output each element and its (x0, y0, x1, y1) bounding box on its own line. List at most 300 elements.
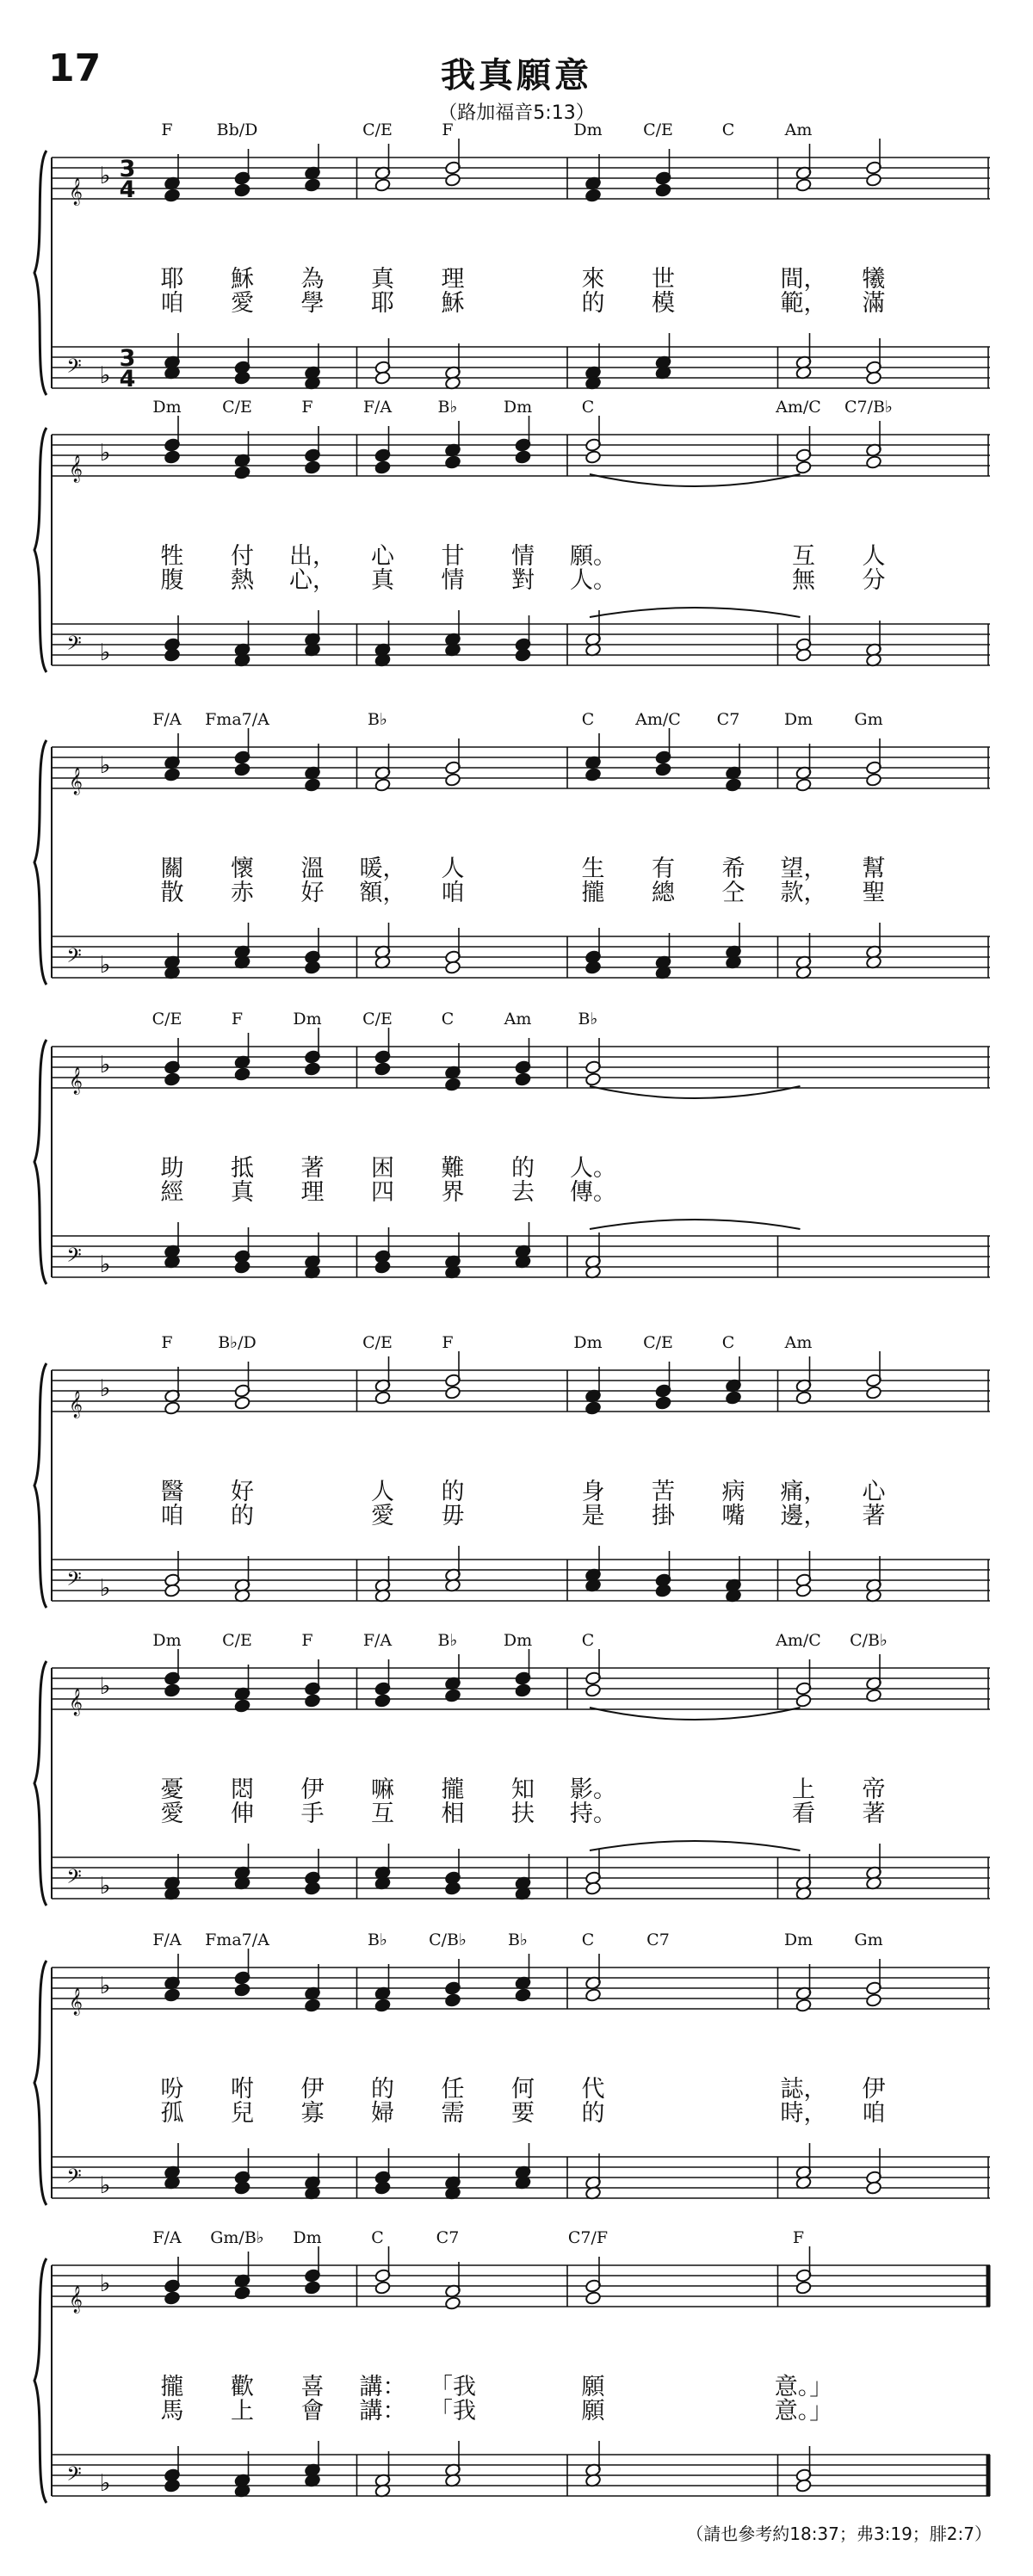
scripture-reference: （路加福音5:13） (438, 102, 595, 124)
lyric-verse-1: 願 (581, 2374, 605, 2400)
treble-note (585, 2291, 601, 2306)
lyric-verse-1: 的 (511, 1155, 535, 1182)
bass-note (234, 2181, 251, 2196)
tie (590, 1220, 801, 1229)
lyric-verse-2: 無 (792, 567, 815, 594)
lyric-verse-1: 痛， (780, 1479, 827, 1505)
lyric-verse-1: 世 (652, 266, 675, 293)
lyric-verse-1: 互 (792, 543, 815, 570)
bass-note (234, 1260, 251, 1275)
lyric-verse-2: 仝 (721, 880, 745, 906)
tie (590, 608, 801, 617)
bass-note (234, 371, 251, 386)
lyric-verse-2: 咱 (160, 290, 184, 317)
lyric-verse-2: 愛 (371, 1503, 394, 1529)
chord-symbol: Dm (783, 1930, 813, 1949)
treble-note (515, 1683, 531, 1698)
lyric-verse-1: 憂 (160, 1776, 184, 1803)
treble-note (515, 450, 531, 465)
lyric-verse-2: 額， (359, 880, 406, 906)
cross-reference-footer: （請也參考約18:37；弗3:19；腓2:7） (686, 2523, 992, 2544)
lyric-verse-1: 困 (371, 1155, 394, 1182)
chord-symbol: Am (784, 1333, 813, 1352)
key-signature-flat: ♭ (99, 1673, 111, 1700)
lyric-verse-1: 溫 (300, 856, 325, 882)
lyric-verse-2: 真 (371, 567, 394, 594)
lyric-verse-1: 影。 (570, 1776, 616, 1803)
treble-clef: 𝄞 (69, 1391, 83, 1418)
lyric-verse-2: 咱 (441, 880, 465, 906)
chord-symbol: B♭ (508, 1930, 528, 1949)
lyric-verse-1: 喜 (300, 2374, 325, 2400)
bass-note (164, 1584, 180, 1598)
treble-note (444, 773, 461, 788)
chord-symbol: Fma7/A (205, 1930, 269, 1949)
chord-symbol: Dm (573, 1333, 603, 1352)
time-signature-top: 3 (119, 345, 136, 372)
lyric-verse-1: 希 (721, 856, 745, 882)
treble-note (164, 1683, 180, 1698)
lyric-verse-2: 經 (160, 1179, 184, 1206)
treble-note (585, 1072, 601, 1087)
lyric-verse-1: 人 (862, 543, 886, 570)
lyric-verse-1: 幫 (862, 856, 886, 882)
chord-symbol: F (792, 2228, 805, 2247)
chord-symbol: C7/F (567, 2228, 609, 2247)
lyric-verse-2: 模 (652, 290, 675, 317)
treble-note (234, 1983, 251, 1998)
chord-symbol: F/A (362, 398, 393, 417)
treble-note (234, 2286, 251, 2301)
lyric-verse-2: 腹 (160, 567, 184, 594)
lyric-verse-2: 邊， (780, 1503, 827, 1529)
lyric-verse-1: 來 (581, 266, 605, 293)
treble-note (444, 1386, 461, 1400)
grand-staff-brace (34, 428, 46, 672)
chord-symbol: C (721, 1333, 735, 1352)
treble-note (444, 173, 461, 188)
lyric-verse-2: 穌 (441, 290, 465, 317)
key-signature-flat: ♭ (99, 2270, 111, 2297)
chord-symbol: Dm (293, 1010, 322, 1029)
treble-note (795, 2281, 812, 2295)
lyric-verse-2: 範， (780, 290, 827, 317)
chord-symbol: F (301, 1631, 313, 1650)
key-signature-flat: ♭ (99, 163, 111, 189)
lyric-verse-1: 有 (652, 856, 675, 882)
tie (590, 1841, 801, 1850)
lyric-verse-1: 生 (581, 856, 605, 882)
lyric-verse-1: 抵 (231, 1155, 254, 1182)
lyric-verse-1: 歡 (231, 2374, 254, 2400)
treble-note (304, 778, 320, 793)
treble-note (164, 1401, 180, 1416)
chord-symbol: Bb/D (216, 120, 258, 139)
bass-note (374, 2181, 391, 2196)
treble-clef: 𝄞 (69, 455, 83, 482)
chord-symbol: C/B♭ (429, 1930, 467, 1949)
chord-symbol: C (441, 1010, 455, 1029)
lyric-verse-2: 意。」 (774, 2398, 833, 2425)
treble-note (585, 1683, 601, 1698)
treble-note (655, 763, 671, 777)
hymn-number: 17 (48, 46, 102, 90)
lyric-verse-1: 身 (581, 1479, 605, 1505)
lyric-verse-2: 咱 (862, 2100, 886, 2127)
chord-symbol: B♭ (368, 710, 387, 729)
bass-clef: 𝄢 (66, 633, 82, 659)
lyric-verse-1: 為 (300, 266, 325, 293)
lyric-verse-2: 持。 (570, 1801, 616, 1827)
chord-symbol: B♭ (437, 1631, 458, 1650)
chord-symbol: F/A (152, 1930, 182, 1949)
chord-symbol: Am/C (776, 1631, 821, 1650)
lyric-verse-2: 上 (231, 2398, 254, 2425)
lyric-verse-2: 的 (231, 1503, 254, 1529)
treble-note (865, 455, 881, 470)
grand-staff-brace (34, 151, 46, 395)
bass-clef: 𝄢 (66, 355, 82, 382)
lyric-verse-1: 助 (160, 1155, 184, 1182)
lyric-verse-2: 講： (359, 2398, 406, 2425)
chord-symbol: Dm (783, 710, 813, 729)
lyric-verse-1: 願。 (570, 543, 616, 570)
chord-symbol: Am/C (635, 710, 681, 729)
treble-note (234, 1699, 251, 1714)
treble-note (515, 1072, 531, 1087)
lyric-verse-2: 情 (441, 567, 465, 594)
lyric-verse-2: 攏 (581, 880, 605, 906)
lyric-verse-1: 苦 (652, 1479, 675, 1505)
key-signature-flat: ♭ (99, 1873, 111, 1900)
chord-symbol: Gm (854, 1930, 883, 1949)
chord-symbol: F/A (152, 2228, 182, 2247)
lyric-verse-1: 的 (441, 1479, 465, 1505)
key-signature-flat: ♭ (99, 1375, 111, 1402)
chord-symbol: C (371, 2228, 384, 2247)
treble-note (374, 178, 391, 193)
treble-note (304, 1062, 320, 1077)
key-signature-flat: ♭ (99, 362, 111, 389)
treble-note (585, 768, 601, 782)
treble-clef: 𝄞 (69, 2286, 83, 2313)
lyric-verse-1: 牲 (160, 543, 184, 570)
lyric-verse-1: 暖， (359, 856, 406, 882)
lyric-verse-1: 的 (371, 2076, 394, 2103)
bass-clef: 𝄢 (66, 2165, 82, 2192)
treble-note (585, 1988, 601, 2003)
treble-note (374, 460, 391, 475)
lyric-verse-2: 滿 (862, 290, 886, 317)
lyric-verse-1: 伊 (862, 2076, 886, 2103)
lyric-verse-2: 傳。 (570, 1179, 616, 1206)
lyric-verse-1: 懷 (231, 856, 254, 882)
treble-note (865, 773, 881, 788)
treble-clef: 𝄞 (69, 1988, 83, 2015)
lyric-verse-1: 誌， (780, 2076, 827, 2103)
lyric-verse-2: 著 (862, 1801, 886, 1827)
lyric-verse-2: 願 (581, 2398, 605, 2425)
treble-note (725, 1391, 741, 1405)
lyric-verse-2: 寡 (300, 2100, 325, 2127)
key-signature-flat: ♭ (99, 639, 111, 666)
lyric-verse-1: 間， (780, 266, 827, 293)
bass-note (795, 648, 812, 663)
treble-note (164, 768, 180, 782)
treble-note (164, 1072, 180, 1087)
lyric-verse-2: 伸 (231, 1801, 254, 1827)
grand-staff-brace (34, 1040, 46, 1284)
chord-symbol: F/A (152, 710, 182, 729)
treble-note (234, 763, 251, 777)
lyric-verse-1: 付 (231, 543, 254, 570)
time-signature-top: 3 (119, 156, 136, 182)
treble-clef: 𝄞 (69, 768, 83, 794)
lyric-verse-2: 學 (300, 290, 325, 317)
lyric-verse-2: 理 (300, 1179, 325, 1206)
bass-clef: 𝄢 (66, 1568, 82, 1595)
lyric-verse-1: 嘛 (371, 1776, 394, 1803)
grand-staff-brace (34, 1661, 46, 1906)
chord-symbol: Dm (503, 1631, 533, 1650)
key-signature-flat: ♭ (99, 752, 111, 779)
key-signature-flat: ♭ (99, 440, 111, 466)
chord-symbol: B♭ (578, 1010, 598, 1029)
lyric-verse-2: 人。 (570, 567, 616, 594)
bass-clef: 𝄢 (66, 1245, 82, 1271)
chord-symbol: Dm (573, 120, 603, 139)
hymn-title: 我真願意 (441, 56, 592, 96)
lyric-verse-2: 互 (371, 1801, 394, 1827)
chord-symbol: C7 (716, 710, 740, 729)
bass-clef: 𝄢 (66, 2463, 82, 2490)
lyric-verse-1: 意。」 (774, 2374, 833, 2400)
bass-note (444, 961, 461, 975)
chord-symbol: Dm (503, 398, 533, 417)
treble-note (234, 183, 251, 198)
lyric-verse-2: 婦 (371, 2100, 394, 2127)
treble-note (234, 466, 251, 480)
treble-note (865, 1386, 881, 1400)
lyric-verse-1: 難 (441, 1155, 465, 1182)
treble-clef: 𝄞 (69, 1067, 83, 1094)
lyric-verse-2: 著 (862, 1503, 886, 1529)
key-signature-flat: ♭ (99, 1575, 111, 1602)
lyric-verse-1: 理 (441, 266, 465, 293)
chord-symbol: C/E (643, 120, 673, 139)
treble-note (374, 1391, 391, 1405)
treble-note (725, 778, 741, 793)
treble-note (795, 1391, 812, 1405)
bass-note (164, 648, 180, 663)
lyric-verse-2: 看 (792, 1801, 815, 1827)
lyric-verse-1: 甘 (441, 543, 465, 570)
lyric-verse-2: 散 (160, 880, 184, 906)
treble-note (164, 188, 180, 203)
treble-note (164, 1988, 180, 2003)
treble-note (444, 2296, 461, 2311)
bass-clef: 𝄢 (66, 1866, 82, 1893)
chord-symbol: Dm (152, 398, 182, 417)
chord-symbol: C/E (362, 1010, 393, 1029)
chord-symbol: Am (784, 120, 813, 139)
lyric-verse-2: 相 (441, 1801, 465, 1827)
treble-note (795, 178, 812, 193)
chord-symbol: C (581, 710, 595, 729)
chord-symbol: F (301, 398, 313, 417)
lyric-verse-2: 的 (581, 2100, 605, 2127)
lyric-verse-1: 吩 (160, 2076, 184, 2103)
lyric-verse-1: 知 (511, 1776, 535, 1803)
treble-note (304, 460, 320, 475)
lyric-verse-2: 的 (581, 290, 605, 317)
chord-symbol: Gm/B♭ (210, 2228, 264, 2247)
grand-staff-brace (34, 1363, 46, 1608)
key-signature-flat: ♭ (99, 1251, 111, 1278)
chord-symbol: C7 (436, 2228, 460, 2247)
lyric-verse-1: 耶 (160, 266, 184, 293)
chord-symbol: C (581, 1631, 595, 1650)
chord-symbol: C (581, 1930, 595, 1949)
chord-symbol: C7 (646, 1930, 670, 1949)
lyric-verse-1: 關 (160, 856, 184, 882)
chord-symbol: C/E (222, 398, 252, 417)
bass-note (865, 2181, 881, 2196)
lyric-verse-1: 人 (441, 856, 465, 882)
treble-note (585, 450, 601, 465)
chord-symbol: F (442, 120, 454, 139)
lyric-verse-2: 聖 (862, 880, 886, 906)
treble-note (865, 1689, 881, 1703)
chord-symbol: C/E (362, 120, 393, 139)
treble-note (164, 2291, 180, 2306)
grand-staff-brace (34, 1961, 46, 2205)
lyric-verse-2: 去 (511, 1179, 535, 1206)
treble-note (374, 1694, 391, 1708)
treble-note (164, 450, 180, 465)
treble-note (304, 1694, 320, 1708)
lyric-verse-2: 扶 (511, 1801, 535, 1827)
lyric-verse-2: 時， (780, 2100, 827, 2127)
lyric-verse-2: 四 (371, 1179, 394, 1206)
treble-note (585, 1401, 601, 1416)
chord-symbol: B♭ (437, 398, 458, 417)
lyric-verse-2: 需 (441, 2100, 465, 2127)
lyric-verse-1: 心 (862, 1479, 886, 1505)
treble-note (795, 778, 812, 793)
chord-symbol: C/B♭ (850, 1631, 888, 1650)
lyric-verse-1: 穌 (231, 266, 254, 293)
treble-clef: 𝄞 (69, 178, 83, 205)
lyric-verse-2: 耶 (371, 290, 394, 317)
lyric-verse-2: 咱 (160, 1503, 184, 1529)
treble-note (865, 173, 881, 188)
bass-note (374, 1260, 391, 1275)
lyric-verse-2: 嘴 (721, 1503, 745, 1529)
chord-symbol: C/E (643, 1333, 673, 1352)
treble-note (304, 1998, 320, 2013)
treble-note (374, 1998, 391, 2013)
treble-note (795, 1694, 812, 1708)
lyric-verse-1: 攏 (160, 2374, 184, 2400)
key-signature-flat: ♭ (99, 1973, 111, 1999)
chord-symbol: C/E (152, 1010, 182, 1029)
chord-symbol: F (231, 1010, 244, 1029)
lyric-verse-2: 愛 (231, 290, 254, 317)
chord-symbol: Am/C (776, 398, 821, 417)
chord-symbol: C7/B♭ (844, 398, 893, 417)
chord-symbol: F (161, 1333, 173, 1352)
key-signature-flat: ♭ (99, 2470, 111, 2497)
lyric-verse-1: 犧 (862, 266, 886, 293)
lyric-verse-2: 界 (441, 1179, 465, 1206)
chord-symbol: Dm (293, 2228, 322, 2247)
chord-symbol: F/A (362, 1631, 393, 1650)
treble-note (655, 183, 671, 198)
lyric-verse-2: 手 (300, 1801, 325, 1827)
bass-note (374, 371, 391, 386)
lyric-verse-2: 孤 (160, 2100, 184, 2127)
lyric-verse-1: 講： (359, 2374, 406, 2400)
bass-note (795, 1584, 812, 1598)
lyric-verse-2: 真 (231, 1179, 254, 1206)
lyric-verse-2: 對 (511, 567, 535, 594)
lyric-verse-2: 要 (511, 2100, 535, 2127)
lyric-verse-2: 毋 (441, 1503, 465, 1529)
lyric-verse-1: 代 (581, 2076, 605, 2103)
chord-symbol: C (721, 120, 735, 139)
key-signature-flat: ♭ (99, 952, 111, 979)
treble-note (374, 1062, 391, 1077)
treble-note (234, 1396, 251, 1411)
time-signature-bottom: 4 (119, 366, 136, 392)
lyric-verse-2: 掛 (652, 1503, 675, 1529)
lyric-verse-1: 好 (231, 1479, 254, 1505)
lyric-verse-1: 人 (371, 1479, 394, 1505)
lyric-verse-1: 任 (441, 2076, 465, 2103)
lyric-verse-1: 上 (792, 1776, 815, 1803)
lyric-verse-1: 醫 (160, 1479, 184, 1505)
lyric-verse-2: 是 (581, 1503, 605, 1529)
key-signature-flat: ♭ (99, 1052, 111, 1078)
chord-symbol: C (581, 398, 595, 417)
treble-note (795, 1998, 812, 2013)
chord-symbol: B♭ (368, 1930, 387, 1949)
lyric-verse-2: 馬 (160, 2398, 184, 2425)
treble-note (444, 1078, 461, 1092)
lyric-verse-1: 真 (371, 266, 394, 293)
chord-symbol: F (161, 120, 173, 139)
treble-note (585, 188, 601, 203)
chord-symbol: Am (504, 1010, 532, 1029)
bass-note (444, 1881, 461, 1896)
bass-note (585, 961, 601, 975)
lyric-verse-1: 心 (371, 543, 394, 570)
lyric-verse-1: 人。 (570, 1155, 616, 1182)
lyric-verse-2: 熱 (231, 567, 254, 594)
bass-note (164, 2479, 180, 2493)
treble-note (304, 178, 320, 193)
lyric-verse-2: 會 (300, 2398, 325, 2425)
grand-staff-brace (34, 2258, 46, 2503)
bass-note (515, 648, 531, 663)
treble-note (444, 1993, 461, 2008)
treble-note (374, 778, 391, 793)
lyric-verse-1: 情 (511, 543, 535, 570)
time-signature-bottom: 4 (119, 176, 136, 203)
treble-note (304, 2281, 320, 2295)
treble-clef: 𝄞 (69, 1689, 83, 1715)
